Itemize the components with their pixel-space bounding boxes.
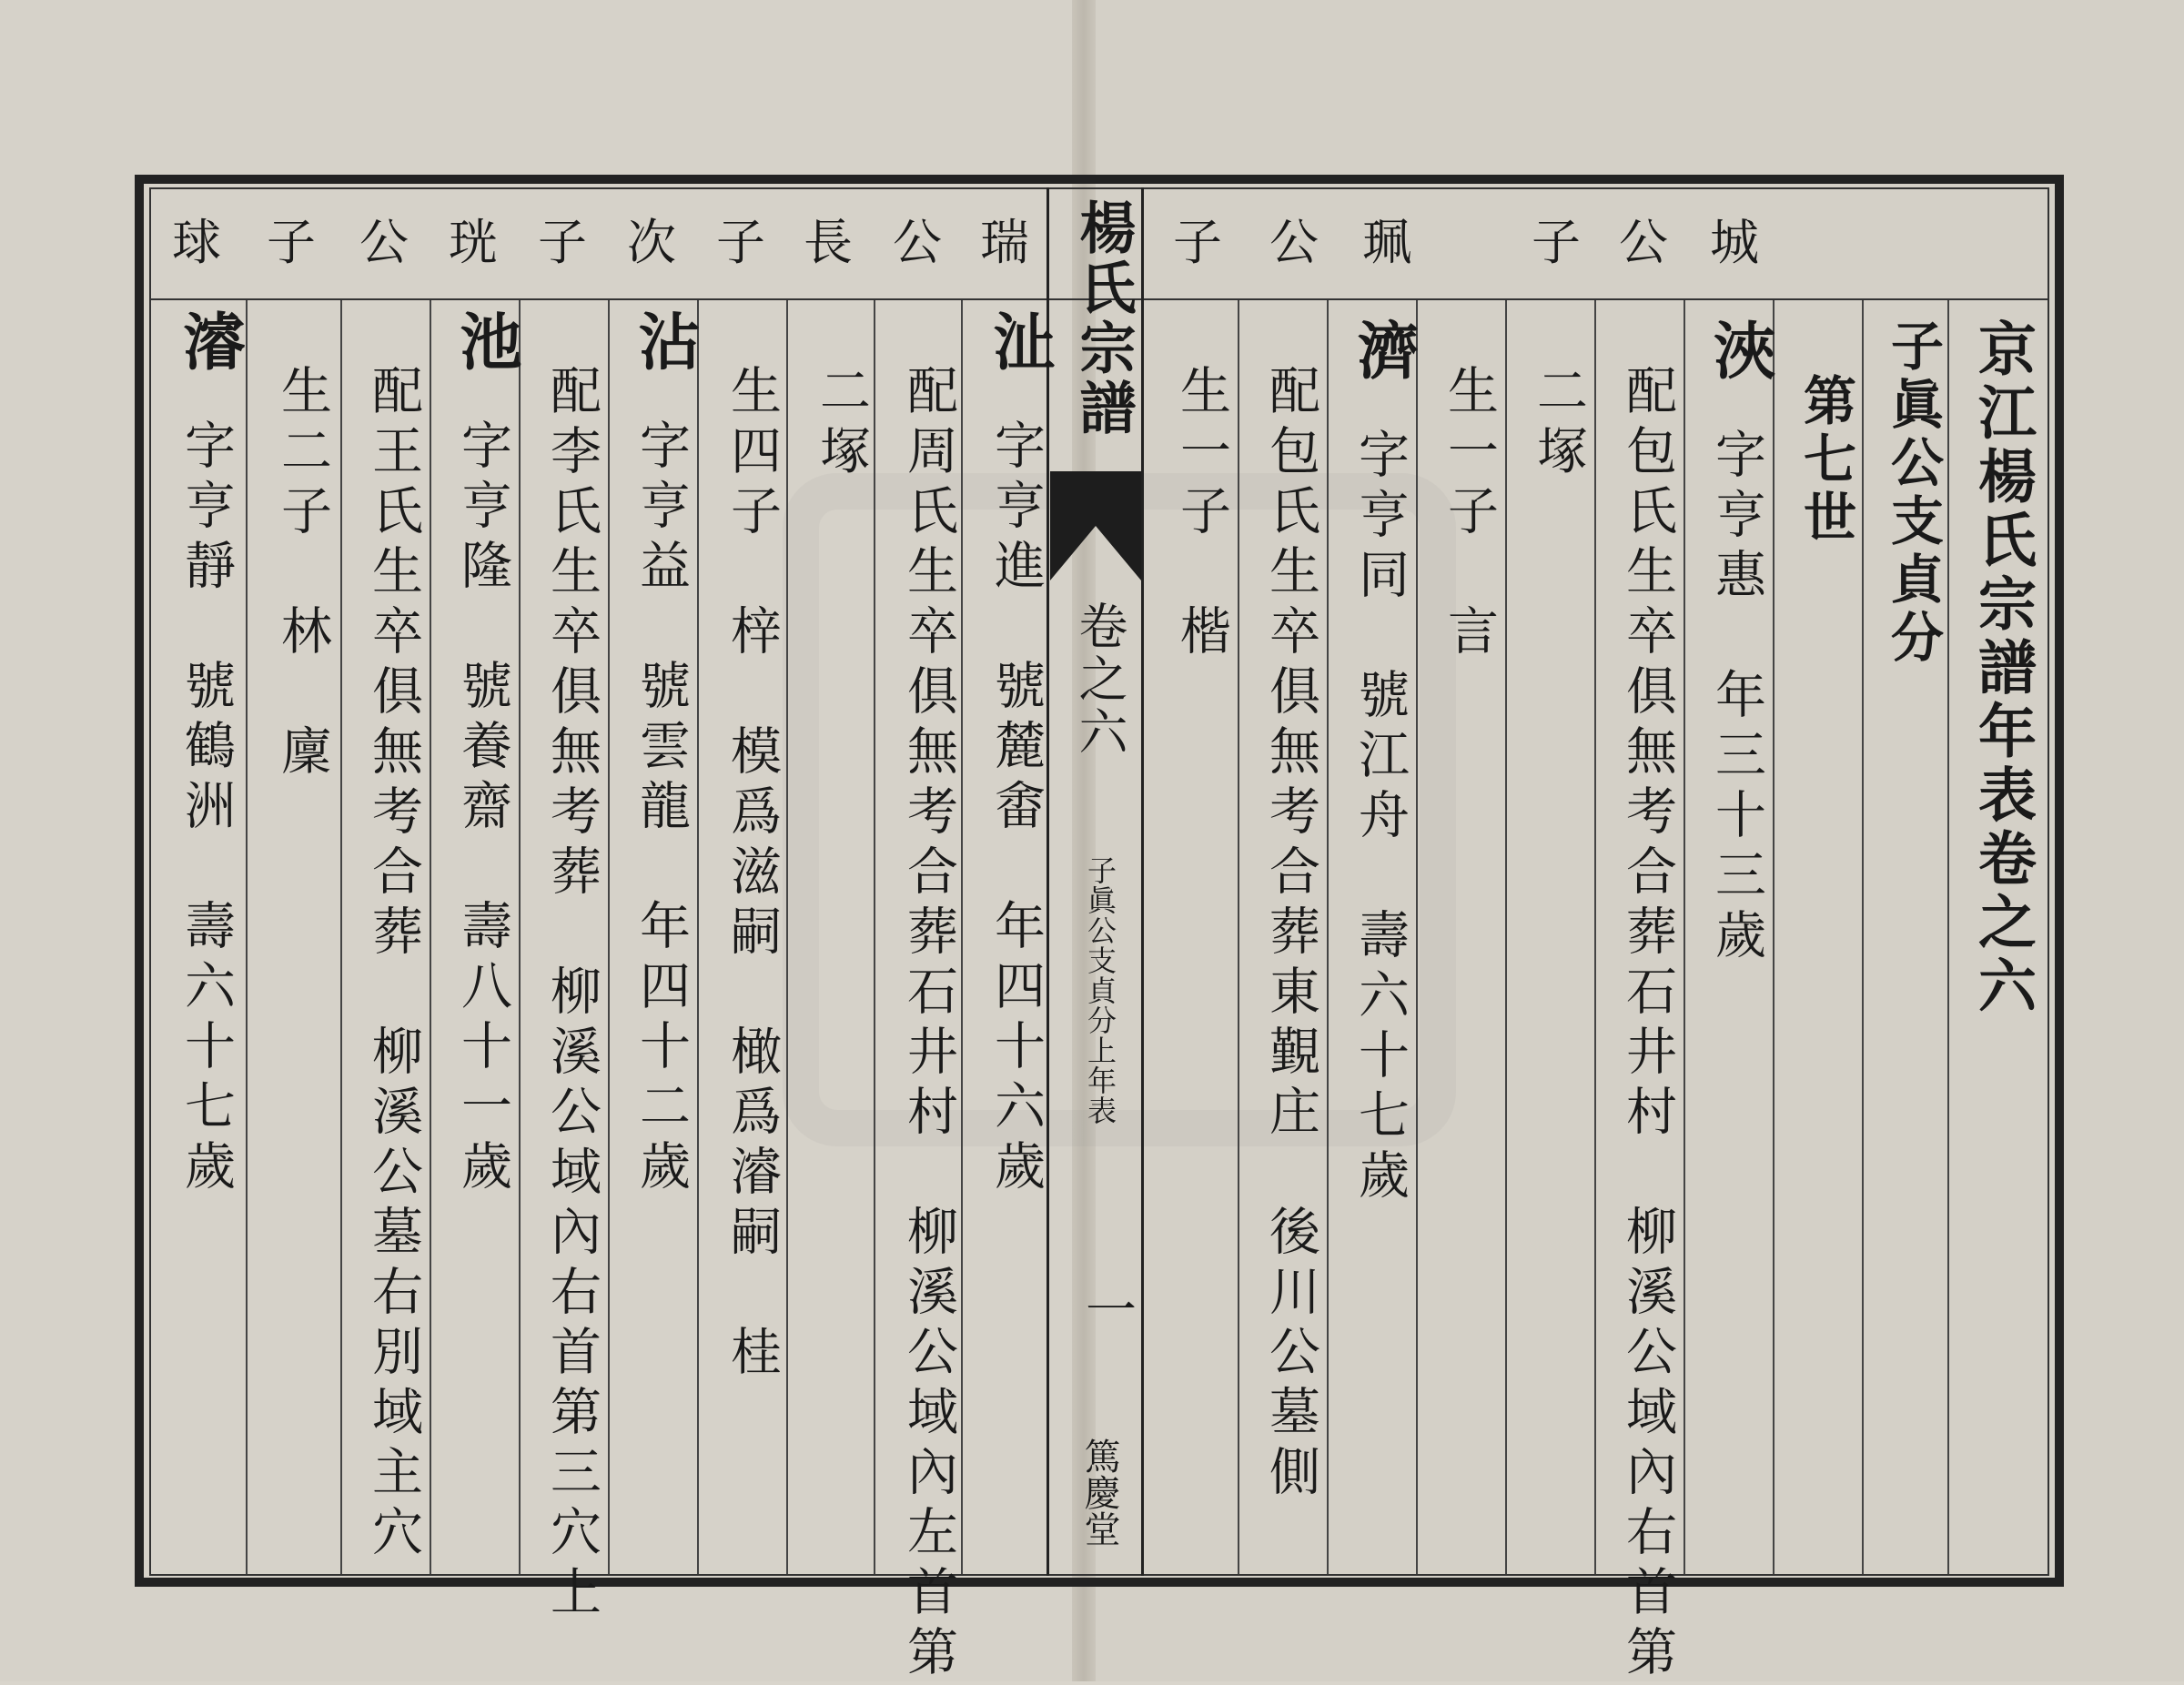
col-rule	[1238, 300, 1239, 1574]
person-name: 沚	[983, 309, 1056, 378]
header-cell: 子	[538, 214, 587, 271]
entry-text: 生二子 林 廩	[273, 364, 332, 784]
header-cell: 子	[1173, 214, 1222, 271]
person-name: 浹	[1704, 318, 1776, 388]
entry-text: 配周氏生卒俱無考合葬石井村 柳溪公域內左首第	[899, 364, 958, 1685]
col-rule	[246, 300, 248, 1574]
header-cell: 長	[804, 214, 853, 271]
col-rule	[340, 300, 342, 1574]
header-cell: 瑞	[980, 214, 1029, 271]
header-cell: 公	[893, 214, 942, 271]
entry-text: 字亨隆 號養齋 壽八十一歲	[453, 419, 512, 1199]
branch-title: 子眞公支貞分	[1882, 318, 1944, 668]
header-cell: 公	[1619, 214, 1668, 271]
col-rule	[1684, 300, 1685, 1574]
entry-text: 配包氏生卒俱無考合葬東覲庄 後川公墓側	[1261, 364, 1320, 1505]
header-cell: 子	[1532, 214, 1581, 271]
col-rule	[608, 300, 610, 1574]
entry-text: 字亨靜 號鶴洲 壽六十七歲	[177, 419, 236, 1199]
entry-text: 字亨進 號麓畬 年四十六歲	[986, 419, 1046, 1199]
entry-text: 配包氏生卒俱無考合葬石井村 柳溪公域內右首第	[1618, 364, 1677, 1685]
col-rule	[519, 300, 521, 1574]
banxin-book-title: 楊氏宗譜	[1070, 198, 1137, 439]
header-cell: 城	[1710, 214, 1759, 271]
banxin-section: 子眞公支貞分上年表	[1083, 855, 1117, 1125]
fish-tail-mark-icon	[1050, 471, 1141, 580]
header-cell: 子	[716, 214, 765, 271]
banxin-volume: 卷之六	[1071, 600, 1128, 759]
col-rule	[1416, 300, 1418, 1574]
entry-text: 字亨同 號江舟 壽六十七歲	[1350, 428, 1410, 1208]
col-rule	[874, 300, 875, 1574]
col-rule	[430, 300, 431, 1574]
col-rule	[1505, 300, 1507, 1574]
entry-text: 配王氏生卒俱無考合葬 柳溪公墓右別域主穴	[364, 364, 423, 1565]
col-rule	[1773, 300, 1774, 1574]
col-rule	[1594, 300, 1596, 1574]
person-name: 濟	[1347, 318, 1420, 388]
header-cell: 珖	[449, 214, 498, 271]
header-cell: 公	[359, 214, 409, 271]
header-cell: 次	[627, 214, 676, 271]
person-name: 濬	[173, 309, 246, 378]
entry-text: 生一子 言	[1440, 364, 1499, 664]
entry-text: 字亨惠 年三十三歲	[1707, 428, 1766, 968]
entry-text: 生一子 楷	[1172, 364, 1231, 664]
person-name: 沾	[628, 309, 701, 378]
generation-title: 第七世	[1795, 373, 1856, 548]
header-cell: 公	[1269, 214, 1319, 271]
col-rule	[1327, 300, 1329, 1574]
header-cell: 子	[267, 214, 316, 271]
banxin-page-number: 一	[1077, 1283, 1137, 1334]
entry-text: 生四子 梓 模爲滋嗣 橄爲濬嗣 桂	[723, 364, 782, 1385]
col-rule	[697, 300, 699, 1574]
banxin-hall-name: 篤慶堂	[1078, 1438, 1120, 1547]
entry-text: 二塚	[1529, 364, 1588, 484]
entry-text: 字亨益 號雲龍 年四十二歲	[632, 419, 691, 1199]
person-name: 池	[450, 309, 522, 378]
header-cell: 珮	[1362, 214, 1411, 271]
main-title: 京江楊氏宗譜年表卷之六	[1968, 318, 2037, 1019]
entry-text: 配李氏生卒俱無考葬 柳溪公域內右首第三穴上	[542, 364, 602, 1625]
header-cell: 球	[172, 214, 221, 271]
entry-text: 二塚	[812, 364, 871, 484]
